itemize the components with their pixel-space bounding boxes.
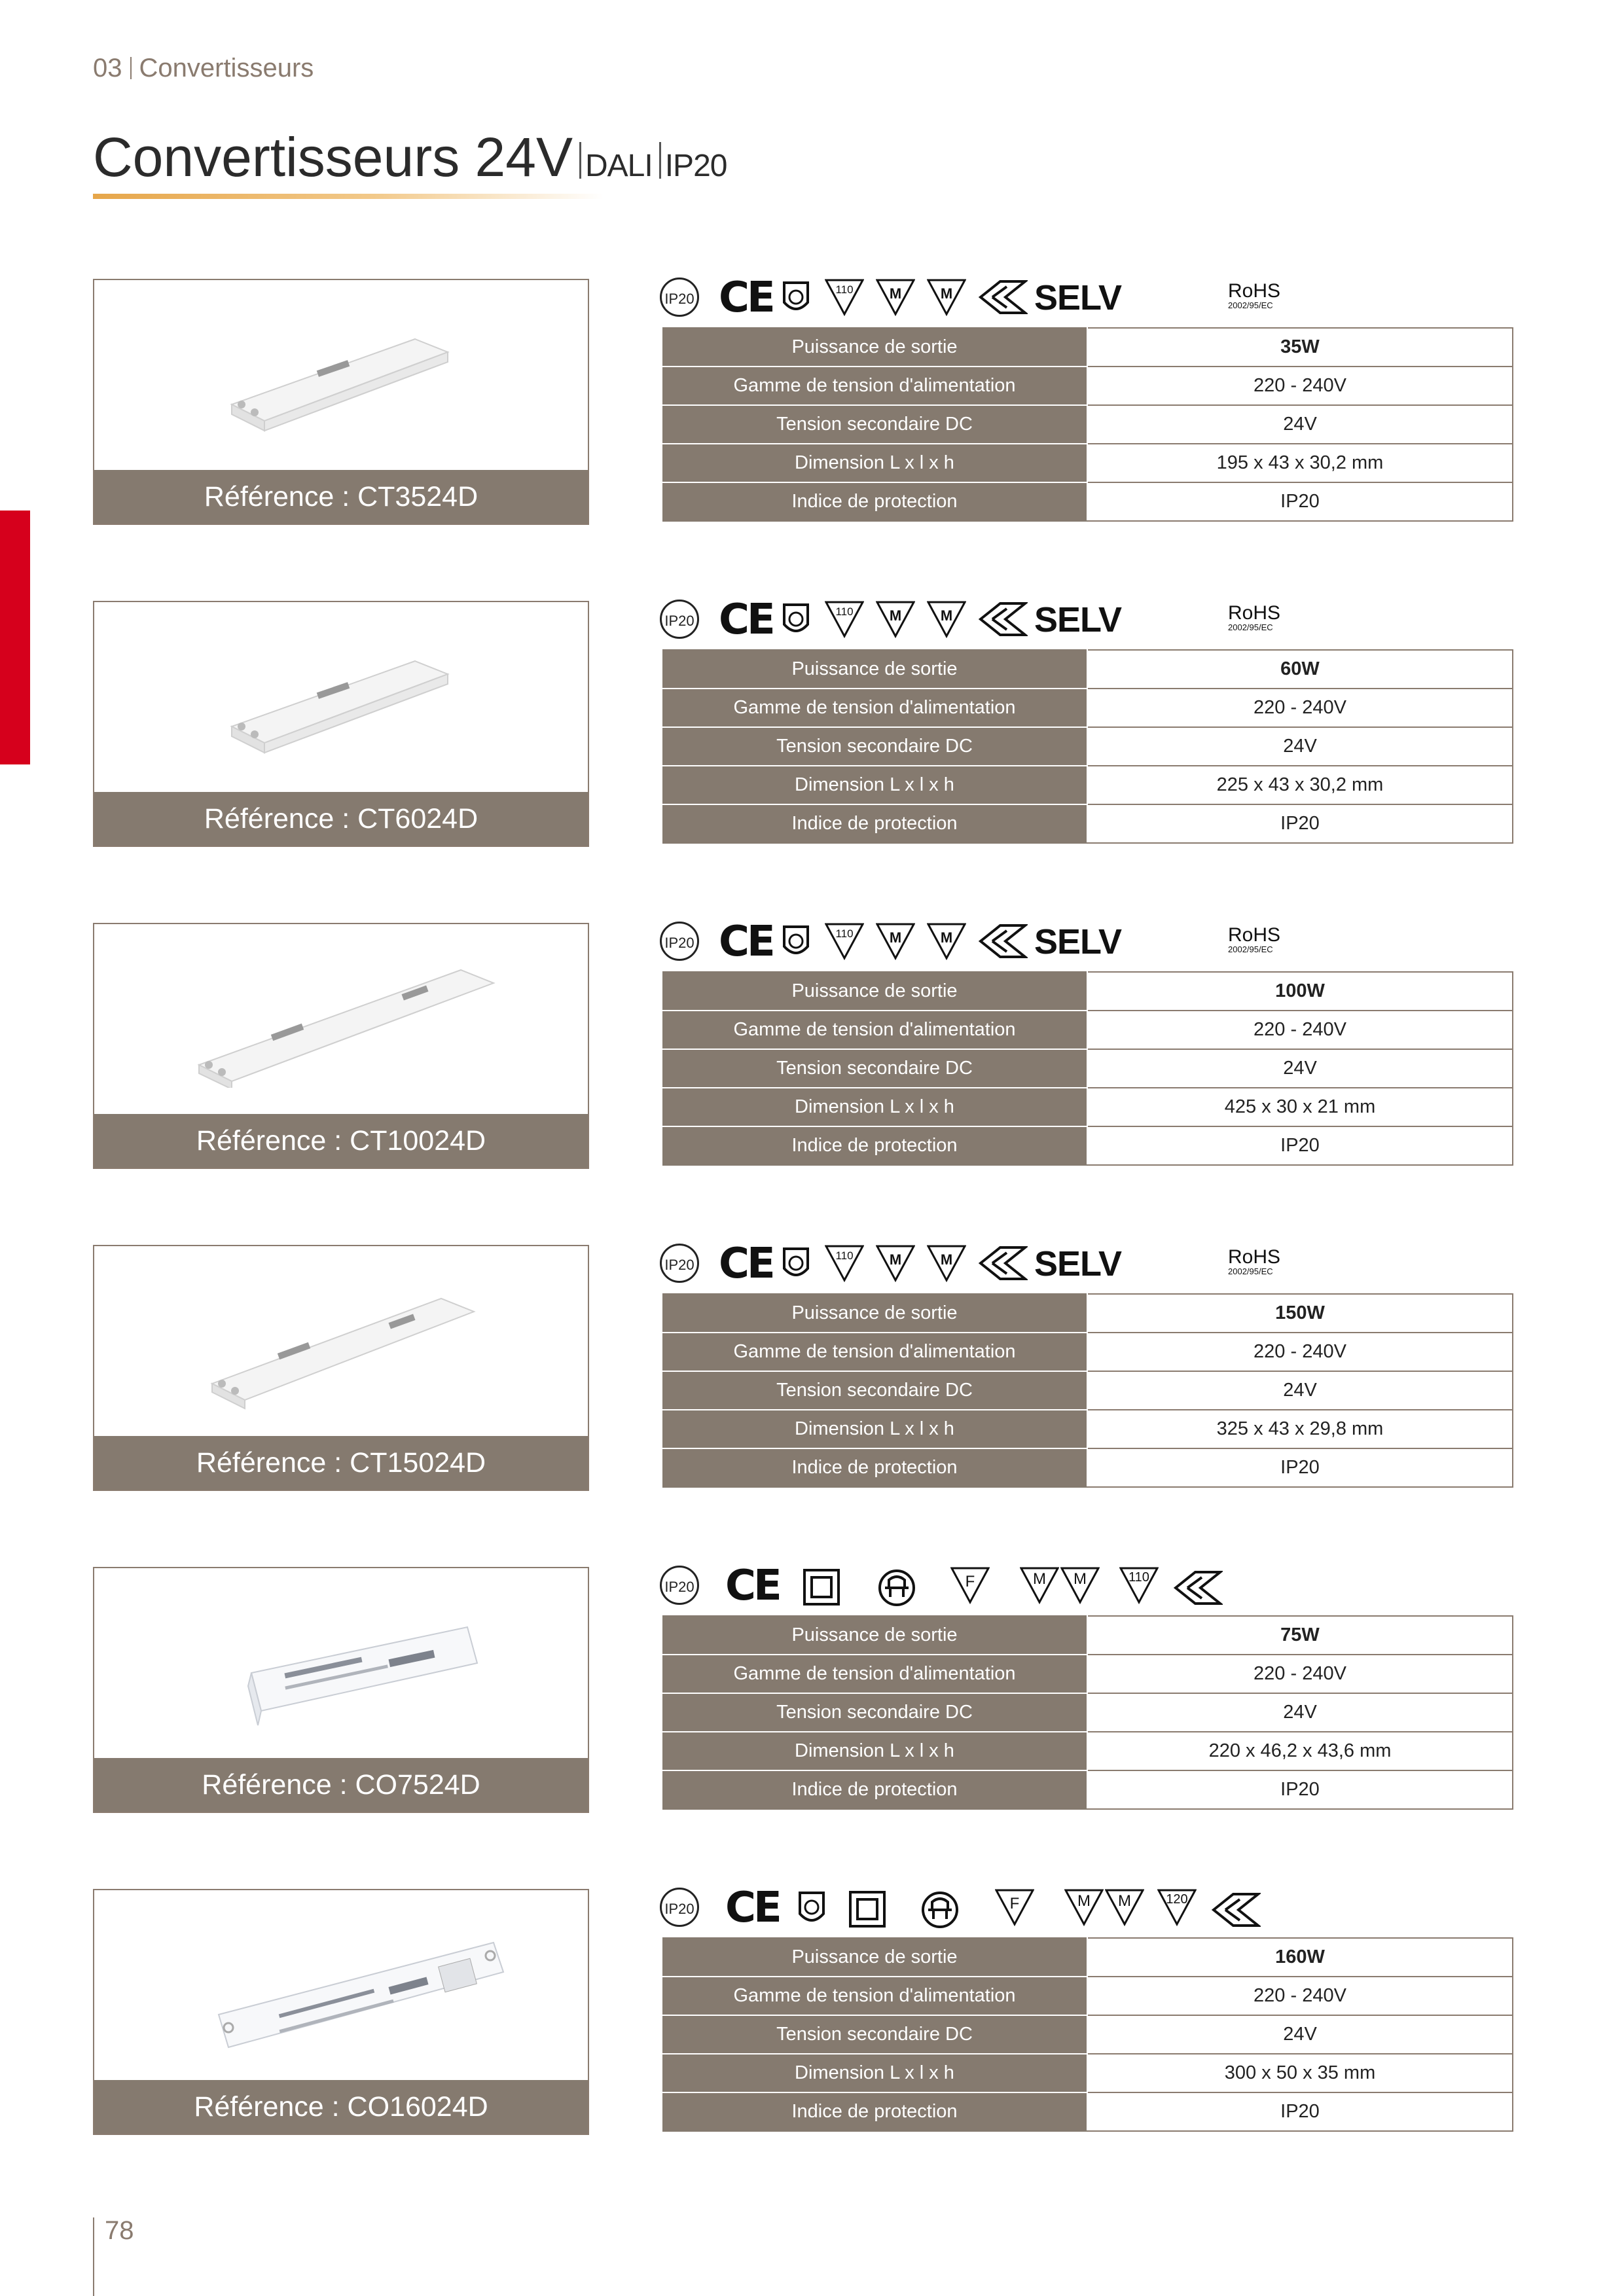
product-image-frame: [93, 279, 589, 525]
spec-table: [662, 327, 1513, 522]
spec-table: [662, 1615, 1513, 1810]
enec-shield-icon: [782, 1246, 810, 1283]
certification-row: [660, 919, 1511, 965]
product-card: [93, 596, 1515, 847]
table-row: [662, 444, 1513, 482]
svg-text:M: M: [940, 285, 953, 302]
product-image-frame: [93, 1889, 589, 2135]
svg-text:110: 110: [835, 1249, 854, 1262]
double-insulation-icon: [848, 1890, 886, 1928]
section-label: [93, 54, 314, 83]
spec-value-dimension: 425 x 30 x 21 mm: [1087, 1088, 1513, 1126]
rohs-mark: RoHS 2002/95/EC: [1228, 1246, 1281, 1276]
product-photo: [153, 306, 533, 444]
product-image-frame: [93, 1245, 589, 1491]
temperature-110-icon: [825, 278, 864, 317]
ce-mark-icon: CE: [725, 1562, 780, 1610]
spec-label: Tension secondaire DC: [662, 1693, 1087, 1732]
ce-mark-icon: CE: [725, 1884, 780, 1932]
mm-mark-icon: [927, 278, 966, 317]
section-number: 03: [93, 54, 122, 82]
selv-mark: SELV: [1034, 278, 1122, 317]
ce-mark-icon: CE: [719, 274, 773, 322]
spec-label: Indice de protection: [662, 1448, 1087, 1487]
table-row: [662, 1088, 1513, 1126]
spec-label: Puissance de sortie: [662, 1616, 1087, 1655]
svg-text:110: 110: [1128, 1570, 1149, 1585]
title-divider: [659, 142, 661, 179]
spec-label: Tension secondaire DC: [662, 2015, 1087, 2054]
spec-value-dimension: 300 x 50 x 35 mm: [1087, 2054, 1513, 2092]
chapter-tab: [0, 511, 30, 764]
mm-mark-icon: [927, 1244, 966, 1283]
reference-label: Référence : CT10024D: [94, 1114, 588, 1168]
f-mark-icon: [995, 1888, 1034, 1927]
spec-value-voltage: 220 - 240V: [1087, 367, 1513, 405]
spec-label: Gamme de tension d'alimentation: [662, 1011, 1087, 1049]
spec-value-voltage: 220 - 240V: [1087, 1655, 1513, 1693]
svg-text:M: M: [889, 929, 902, 946]
spec-table: [662, 971, 1513, 1166]
spec-label: Indice de protection: [662, 804, 1087, 843]
svg-text:110: 110: [835, 927, 854, 940]
page-title: [93, 126, 727, 189]
spec-label: Gamme de tension d'alimentation: [662, 1977, 1087, 2015]
m-mark-icon: [876, 922, 915, 961]
title-divider: [579, 142, 581, 179]
spec-label: Dimension L x l x h: [662, 1410, 1087, 1448]
svg-text:110: 110: [835, 605, 854, 618]
spec-label: Indice de protection: [662, 2092, 1087, 2131]
independent-control-gear-icon: [877, 1568, 916, 1607]
spec-value-power: 35W: [1087, 328, 1513, 367]
product-card: [93, 274, 1515, 525]
certification-row: [660, 275, 1511, 321]
spec-label: Tension secondaire DC: [662, 1049, 1087, 1088]
product-photo: [153, 1272, 533, 1410]
mm-mark-icon: [1105, 1888, 1144, 1927]
title-tag-dali: DALI: [585, 149, 653, 183]
ip20-icon: IP20: [660, 1244, 699, 1283]
product-image-frame: [93, 1567, 589, 1813]
spec-label: Puissance de sortie: [662, 328, 1087, 367]
table-row: [662, 727, 1513, 766]
spec-value-power: 160W: [1087, 1938, 1513, 1977]
spec-value-secondary: 24V: [1087, 405, 1513, 444]
spec-label: Dimension L x l x h: [662, 1732, 1087, 1770]
spec-value-power: 100W: [1087, 972, 1513, 1011]
spec-value-protection: IP20: [1087, 1126, 1513, 1165]
table-row: [662, 1011, 1513, 1049]
spec-table: [662, 1293, 1513, 1488]
product-card: [93, 1240, 1515, 1491]
table-row: [662, 2054, 1513, 2092]
spec-value-voltage: 220 - 240V: [1087, 1977, 1513, 2015]
product-card: [93, 1562, 1515, 1813]
page-title-main: Convertisseurs 24V: [93, 126, 573, 188]
rohs-mark: RoHS 2002/95/EC: [1228, 924, 1281, 954]
reference-label: Référence : CO7524D: [94, 1758, 588, 1812]
section-separator: [130, 57, 132, 79]
mm-mark-icon: [927, 922, 966, 961]
enec-shield-icon: [782, 924, 810, 961]
table-row: [662, 1655, 1513, 1693]
f-mark-icon: [950, 1566, 990, 1605]
spec-label: Puissance de sortie: [662, 650, 1087, 689]
table-row: [662, 689, 1513, 727]
spec-value-voltage: 220 - 240V: [1087, 1333, 1513, 1371]
m-mark-icon: [1064, 1888, 1104, 1927]
temperature-110-icon: [825, 922, 864, 961]
m-mark-icon: [1020, 1566, 1059, 1605]
table-row: [662, 1693, 1513, 1732]
product-photo: [153, 1594, 533, 1732]
safety-transformer-icon: [978, 923, 1028, 960]
spec-value-secondary: 24V: [1087, 727, 1513, 766]
product-photo: [153, 1916, 533, 2054]
spec-table: [662, 1937, 1513, 2132]
ip20-icon: IP20: [660, 1566, 699, 1605]
safety-transformer-icon: [978, 279, 1028, 315]
safety-transformer-icon: [1211, 1892, 1261, 1928]
mm-mark-icon: [927, 600, 966, 639]
table-row: [662, 367, 1513, 405]
product-image-frame: [93, 923, 589, 1169]
certification-row: [660, 1563, 1511, 1609]
spec-label: Dimension L x l x h: [662, 444, 1087, 482]
selv-mark: SELV: [1034, 1244, 1122, 1283]
svg-text:M: M: [1033, 1570, 1046, 1588]
rohs-mark: RoHS 2002/95/EC: [1228, 602, 1281, 632]
spec-value-protection: IP20: [1087, 804, 1513, 843]
safety-transformer-icon: [978, 1245, 1028, 1282]
spec-value-power: 60W: [1087, 650, 1513, 689]
title-underline: [93, 194, 604, 199]
title-tag-ip: IP20: [664, 149, 727, 183]
table-row: [662, 1732, 1513, 1770]
spec-label: Dimension L x l x h: [662, 766, 1087, 804]
m-mark-icon: [876, 1244, 915, 1283]
certification-row: [660, 1885, 1511, 1931]
table-row: [662, 1294, 1513, 1333]
reference-label: Référence : CO16024D: [94, 2080, 588, 2134]
spec-label: Dimension L x l x h: [662, 2054, 1087, 2092]
spec-value-protection: IP20: [1087, 1770, 1513, 1809]
spec-label: Gamme de tension d'alimentation: [662, 1655, 1087, 1693]
safety-transformer-icon: [978, 601, 1028, 637]
spec-value-secondary: 24V: [1087, 1371, 1513, 1410]
m-mark-icon: [876, 600, 915, 639]
table-row: [662, 972, 1513, 1011]
mm-mark-icon: [1060, 1566, 1100, 1605]
certification-row: [660, 597, 1511, 643]
svg-text:M: M: [940, 929, 953, 946]
table-row: [662, 405, 1513, 444]
product-photo: [153, 950, 533, 1088]
spec-label: Puissance de sortie: [662, 1938, 1087, 1977]
reference-label: Référence : CT6024D: [94, 792, 588, 846]
spec-value-dimension: 325 x 43 x 29,8 mm: [1087, 1410, 1513, 1448]
temperature-120-icon: [1157, 1888, 1197, 1927]
ce-mark-icon: CE: [719, 918, 773, 966]
certification-row: [660, 1241, 1511, 1287]
svg-text:M: M: [1077, 1892, 1091, 1910]
product-card: [93, 1884, 1515, 2135]
temperature-110-icon: [825, 600, 864, 639]
svg-text:M: M: [889, 285, 902, 302]
spec-value-dimension: 195 x 43 x 30,2 mm: [1087, 444, 1513, 482]
svg-text:M: M: [1074, 1570, 1087, 1588]
spec-label: Gamme de tension d'alimentation: [662, 689, 1087, 727]
enec-shield-icon: [782, 280, 810, 317]
spec-table: [662, 649, 1513, 844]
spec-label: Puissance de sortie: [662, 1294, 1087, 1333]
section-name: Convertisseurs: [139, 54, 314, 82]
spec-value-dimension: 225 x 43 x 30,2 mm: [1087, 766, 1513, 804]
ip20-icon: IP20: [660, 600, 699, 639]
spec-label: Tension secondaire DC: [662, 1371, 1087, 1410]
double-insulation-icon: [803, 1568, 840, 1606]
m-mark-icon: [876, 278, 915, 317]
spec-value-dimension: 220 x 46,2 x 43,6 mm: [1087, 1732, 1513, 1770]
spec-value-protection: IP20: [1087, 1448, 1513, 1487]
svg-text:110: 110: [835, 283, 854, 296]
table-row: [662, 2092, 1513, 2131]
ce-mark-icon: CE: [719, 596, 773, 644]
reference-label: Référence : CT15024D: [94, 1436, 588, 1490]
spec-label: Indice de protection: [662, 1770, 1087, 1809]
spec-label: Gamme de tension d'alimentation: [662, 1333, 1087, 1371]
svg-text:F: F: [965, 1573, 975, 1590]
table-row: [662, 1371, 1513, 1410]
table-row: [662, 1770, 1513, 1809]
svg-text:M: M: [940, 607, 953, 624]
spec-label: Tension secondaire DC: [662, 405, 1087, 444]
table-row: [662, 650, 1513, 689]
reference-label: Référence : CT3524D: [94, 470, 588, 524]
ip20-icon: IP20: [660, 278, 699, 317]
svg-text:120: 120: [1166, 1892, 1188, 1907]
product-photo: [153, 628, 533, 766]
spec-label: Indice de protection: [662, 1126, 1087, 1165]
spec-value-power: 75W: [1087, 1616, 1513, 1655]
table-row: [662, 1616, 1513, 1655]
spec-value-protection: IP20: [1087, 482, 1513, 521]
svg-text:M: M: [889, 1251, 902, 1268]
spec-label: Dimension L x l x h: [662, 1088, 1087, 1126]
product-card: [93, 918, 1515, 1169]
spec-value-voltage: 220 - 240V: [1087, 689, 1513, 727]
table-row: [662, 2015, 1513, 2054]
page-number: 78: [105, 2216, 134, 2245]
rohs-mark: RoHS 2002/95/EC: [1228, 280, 1281, 310]
spec-label: Tension secondaire DC: [662, 727, 1087, 766]
independent-control-gear-icon: [920, 1890, 960, 1929]
table-row: [662, 1410, 1513, 1448]
spec-value-power: 150W: [1087, 1294, 1513, 1333]
table-row: [662, 1938, 1513, 1977]
table-row: [662, 482, 1513, 521]
svg-text:M: M: [940, 1251, 953, 1268]
selv-mark: SELV: [1034, 600, 1122, 639]
table-row: [662, 1977, 1513, 2015]
ce-mark-icon: CE: [719, 1240, 773, 1288]
ip20-icon: IP20: [660, 1888, 699, 1927]
enec-shield-icon: [782, 602, 810, 639]
table-row: [662, 1333, 1513, 1371]
spec-label: Gamme de tension d'alimentation: [662, 367, 1087, 405]
ip20-icon: IP20: [660, 922, 699, 961]
product-image-frame: [93, 601, 589, 847]
temperature-110-icon: [1119, 1566, 1159, 1605]
svg-text:M: M: [1118, 1892, 1131, 1910]
spec-label: Puissance de sortie: [662, 972, 1087, 1011]
spec-value-secondary: 24V: [1087, 2015, 1513, 2054]
spec-value-secondary: 24V: [1087, 1049, 1513, 1088]
svg-text:M: M: [889, 607, 902, 624]
temperature-110-icon: [825, 1244, 864, 1283]
enec-shield-icon: [797, 1890, 826, 1928]
table-row: [662, 328, 1513, 367]
page-number-rule: [93, 2217, 94, 2296]
spec-value-secondary: 24V: [1087, 1693, 1513, 1732]
table-row: [662, 1126, 1513, 1165]
table-row: [662, 1448, 1513, 1487]
selv-mark: SELV: [1034, 922, 1122, 961]
spec-value-protection: IP20: [1087, 2092, 1513, 2131]
table-row: [662, 766, 1513, 804]
svg-text:F: F: [1009, 1895, 1020, 1912]
spec-value-voltage: 220 - 240V: [1087, 1011, 1513, 1049]
table-row: [662, 1049, 1513, 1088]
spec-label: Indice de protection: [662, 482, 1087, 521]
safety-transformer-icon: [1173, 1570, 1223, 1606]
table-row: [662, 804, 1513, 843]
